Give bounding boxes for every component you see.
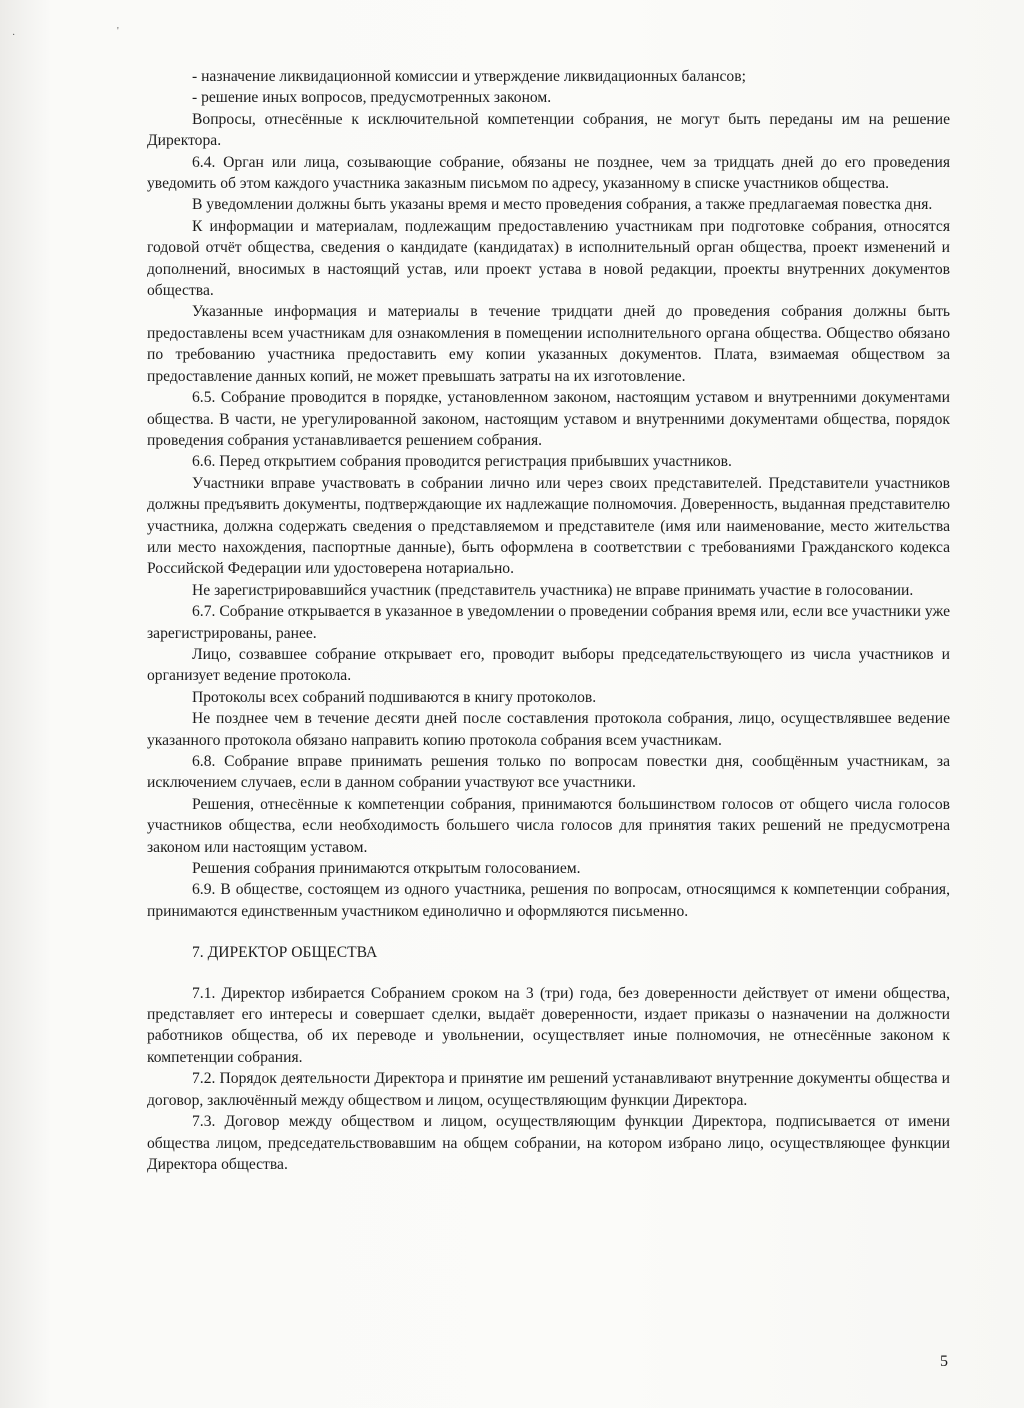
- paragraph: 7.2. Порядок деятельности Директора и принятие им решений устанавливают внутренние документы общества и договор, заключённый между обществом и лицом, осуществляющим функции Директора.: [147, 1070, 950, 1109]
- paragraph: 6.5. Собрание проводится в порядке, установленном законом, настоящим уставом и внутренними документами общества. В части, не урегулированной законом, настоящим уставом и внутренними документами общества, порядок проведения собрания устанавливается решением собрания.: [147, 389, 950, 449]
- paragraph: Вопросы, отнесённые к исключительной компетенции собрания, не могут быть переданы им на решение Директора.: [147, 110, 950, 150]
- paragraph: К информации и материалам, подлежащим предоставлению участникам при подготовке собрания, относятся годовой отчёт общества, сведения о кандидате (кандидатах) в исполнительный орган общества, проект изменений и дополнений, вносимых в настоящий устав, или проект устава в новой редакции, проекты внутренних документов общества.: [147, 217, 950, 300]
- paragraph: Решения собрания принимаются открытым голосованием.: [192, 860, 581, 878]
- paragraph: Участники вправе участвовать в собрании лично или через своих представителей. Представители участников должны предъявить документы, подтверждающие их надлежащие полномочия. Доверенность, выданная представителю участника, должна содержать сведения о представляемом и представителе (имя или наименование, место жительства или место нахождения, паспортные данные), быть оформлена в соответствии с требованиями Гражданского кодекса Российской Федерации или удостоверена нотариально.: [147, 474, 950, 578]
- paragraph: Указанные информация и материалы в течение тридцати дней до проведения собрания должны быть предоставлены всем участникам для ознакомления в помещении исполнительного органа общества. Общество обязано по требованию участника предоставить ему копии указанных документов. Плата, взимаемая обществом за предоставление данных копий, не может превышать затраты на их изготовление.: [147, 303, 950, 385]
- paragraph: 6.7. Собрание открывается в указанное в уведомлении о проведении собрания время или, если все участники уже зарегистрированы, ранее.: [147, 603, 950, 642]
- paragraph: Решения, отнесённые к компетенции собрания, принимаются большинством голосов от общего числа голосов участников общества, если необходимость большего числа голосов для принятия таких решений не предусмотрена законом или настоящим уставом.: [147, 795, 950, 856]
- list-item: - решение иных вопросов, предусмотренных законом.: [192, 89, 552, 107]
- document-body: [147, 66, 950, 1175]
- list-item: - назначение ликвидационной комиссии и утверждение ликвидационных балансов;: [192, 68, 746, 85]
- scan-mark: ': [117, 26, 119, 37]
- paragraph: 6.9. В обществе, состоящем из одного участника, решения по вопросам, относящимся к компетенции собрания, принимаются единственным участником единолично и оформляются письменно.: [147, 881, 950, 920]
- paragraph: 6.8. Собрание вправе принимать решения только по вопросам повестки дня, сообщённым участникам, за исключением случаев, если в данном собрании участвуют все участники.: [147, 753, 950, 792]
- paragraph: 7.3. Договор между обществом и лицом, осуществляющим функции Директора, подписывается от имени общества лицом, председательствовавшим на общем собрании, на котором избрано лицо, осуществляющее функции Директора общества.: [147, 1113, 950, 1173]
- paragraph: Протоколы всех собраний подшиваются в книгу протоколов.: [192, 688, 597, 706]
- paragraph: Не зарегистрировавшийся участник (представитель участника) не вправе принимать участие в голосовании.: [192, 581, 914, 599]
- paragraph: 6.6. Перед открытием собрания проводится регистрация прибывших участников.: [192, 453, 732, 471]
- paragraph: 6.4. Орган или лица, созывающие собрание, обязаны не позднее, чем за тридцать дней до его проведения уведомить об этом каждого участника заказным письмом по адресу, указанному в списке участников общества.: [147, 153, 950, 193]
- section-heading: 7. ДИРЕКТОР ОБЩЕСТВА: [192, 944, 378, 962]
- scan-mark: ·: [12, 30, 16, 41]
- paragraph: Не позднее чем в течение десяти дней после составления протокола собрания, лицо, осуществлявшее ведение указанного протокола обязано направить копию протокола собрания всем участникам.: [147, 710, 950, 749]
- paragraph: 7.1. Директор избирается Собранием сроком на 3 (три) года, без доверенности действует от имени общества, представляет его интересы и совершает сделки, выдаёт доверенности, издает приказы о назначении на должности работников общества, об их переводе и увольнении, осуществляет иные полномочия, не отнесённые законом к компетенции собрания.: [147, 984, 950, 1066]
- paragraph: В уведомлении должны быть указаны время и место проведения собрания, а также предлагаемая повестка дня.: [192, 196, 933, 214]
- page-number: 5: [940, 1353, 948, 1370]
- paragraph: Лицо, созвавшее собрание открывает его, проводит выборы председательствующего из числа участников и организует ведение протокола.: [147, 645, 950, 685]
